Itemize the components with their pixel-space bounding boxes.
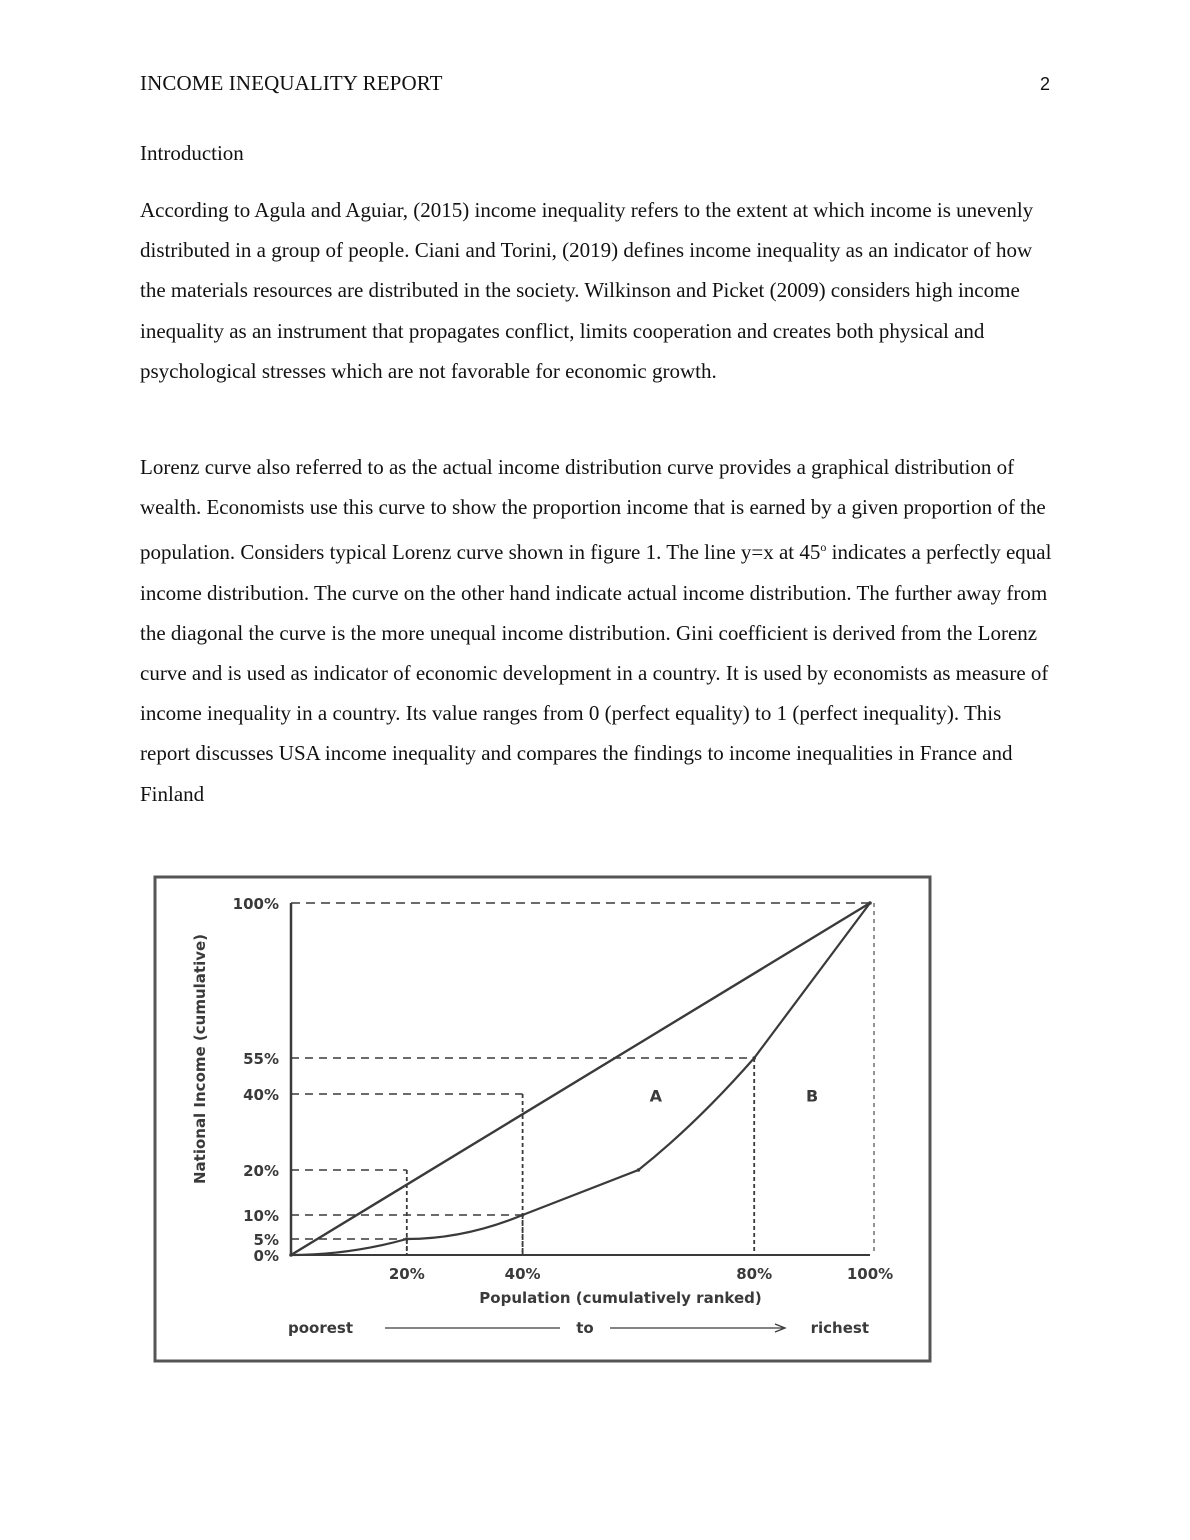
running-head: INCOME INEQUALITY REPORT xyxy=(140,71,443,95)
x-tick-label: 40% xyxy=(504,1265,541,1283)
degree-superscript: o xyxy=(820,540,827,555)
footer-to: to xyxy=(576,1319,594,1337)
x-tick-label: 100% xyxy=(846,1265,894,1283)
lorenz-point-4 xyxy=(752,1056,756,1060)
lorenz-point-1 xyxy=(405,1237,409,1241)
lorenz-point-5 xyxy=(868,901,872,905)
paragraph-lorenz-part1: Lorenz curve also referred to as the actual income distribution curve provides a graphical distribution of wealth. Economists use this curve to show the proportion income that is earned by a given proportion of the population. Considers typical Lorenz curve shown in figure 1. The line y=x at 45 xyxy=(140,455,1046,565)
lorenz-chart xyxy=(153,875,932,1363)
y-tick-label: 55% xyxy=(243,1050,279,1068)
footer-poorest: poorest xyxy=(288,1319,354,1337)
lorenz-curve-figure xyxy=(153,875,932,1363)
page-number: 2 xyxy=(1039,74,1050,94)
y-axis-title: National Income (cumulative) xyxy=(191,933,209,1185)
paragraph-lorenz xyxy=(140,447,1055,814)
y-tick-label: 20% xyxy=(243,1162,279,1180)
section-heading: Introduction xyxy=(140,141,244,165)
x-axis-title: Population (cumulatively ranked) xyxy=(479,1289,762,1307)
lorenz-point-2 xyxy=(521,1213,525,1217)
y-tick-label: 0% xyxy=(253,1247,279,1265)
region-label-a: A xyxy=(649,1086,662,1106)
y-tick-label: 10% xyxy=(243,1207,279,1225)
paragraph-definition: According to Agula and Aguiar, (2015) income inequality refers to the extent at which income is unevenly distributed in a group of people. Ciani and Torini, (2019) defines income inequality as an indicator of how the materials resources are distributed in the society. Wilkinson and Picket (2009) considers high income inequality as an instrument that propagates conflict, limits cooperation and creates both physical and psychological stresses which are not favorable for economic growth. xyxy=(140,198,1034,383)
region-label-b: B xyxy=(805,1086,819,1106)
y-tick-label: 100% xyxy=(232,895,279,913)
lorenz-point-0 xyxy=(289,1253,293,1257)
footer-richest: richest xyxy=(810,1319,869,1337)
paragraph-lorenz-part2: indicates a perfectly equal income distribution. The curve on the other hand indicate actual income distribution. The further away from the diagonal the curve is the more unequal income distribution. Gini coefficient is derived from the Lorenz curve and is used as indicator of economic development in a country. It is used by economists as measure of income inequality in a country. Its value ranges from 0 (perfect equality) to 1 (perfect inequality). This report discusses USA income inequality and compares the findings to income inequalities in France and Finland xyxy=(140,540,1052,806)
y-tick-label: 5% xyxy=(253,1231,279,1249)
x-tick-label: 20% xyxy=(388,1265,425,1283)
y-tick-label: 40% xyxy=(243,1086,279,1104)
x-tick-label: 80% xyxy=(736,1265,773,1283)
lorenz-point-3 xyxy=(637,1168,641,1172)
